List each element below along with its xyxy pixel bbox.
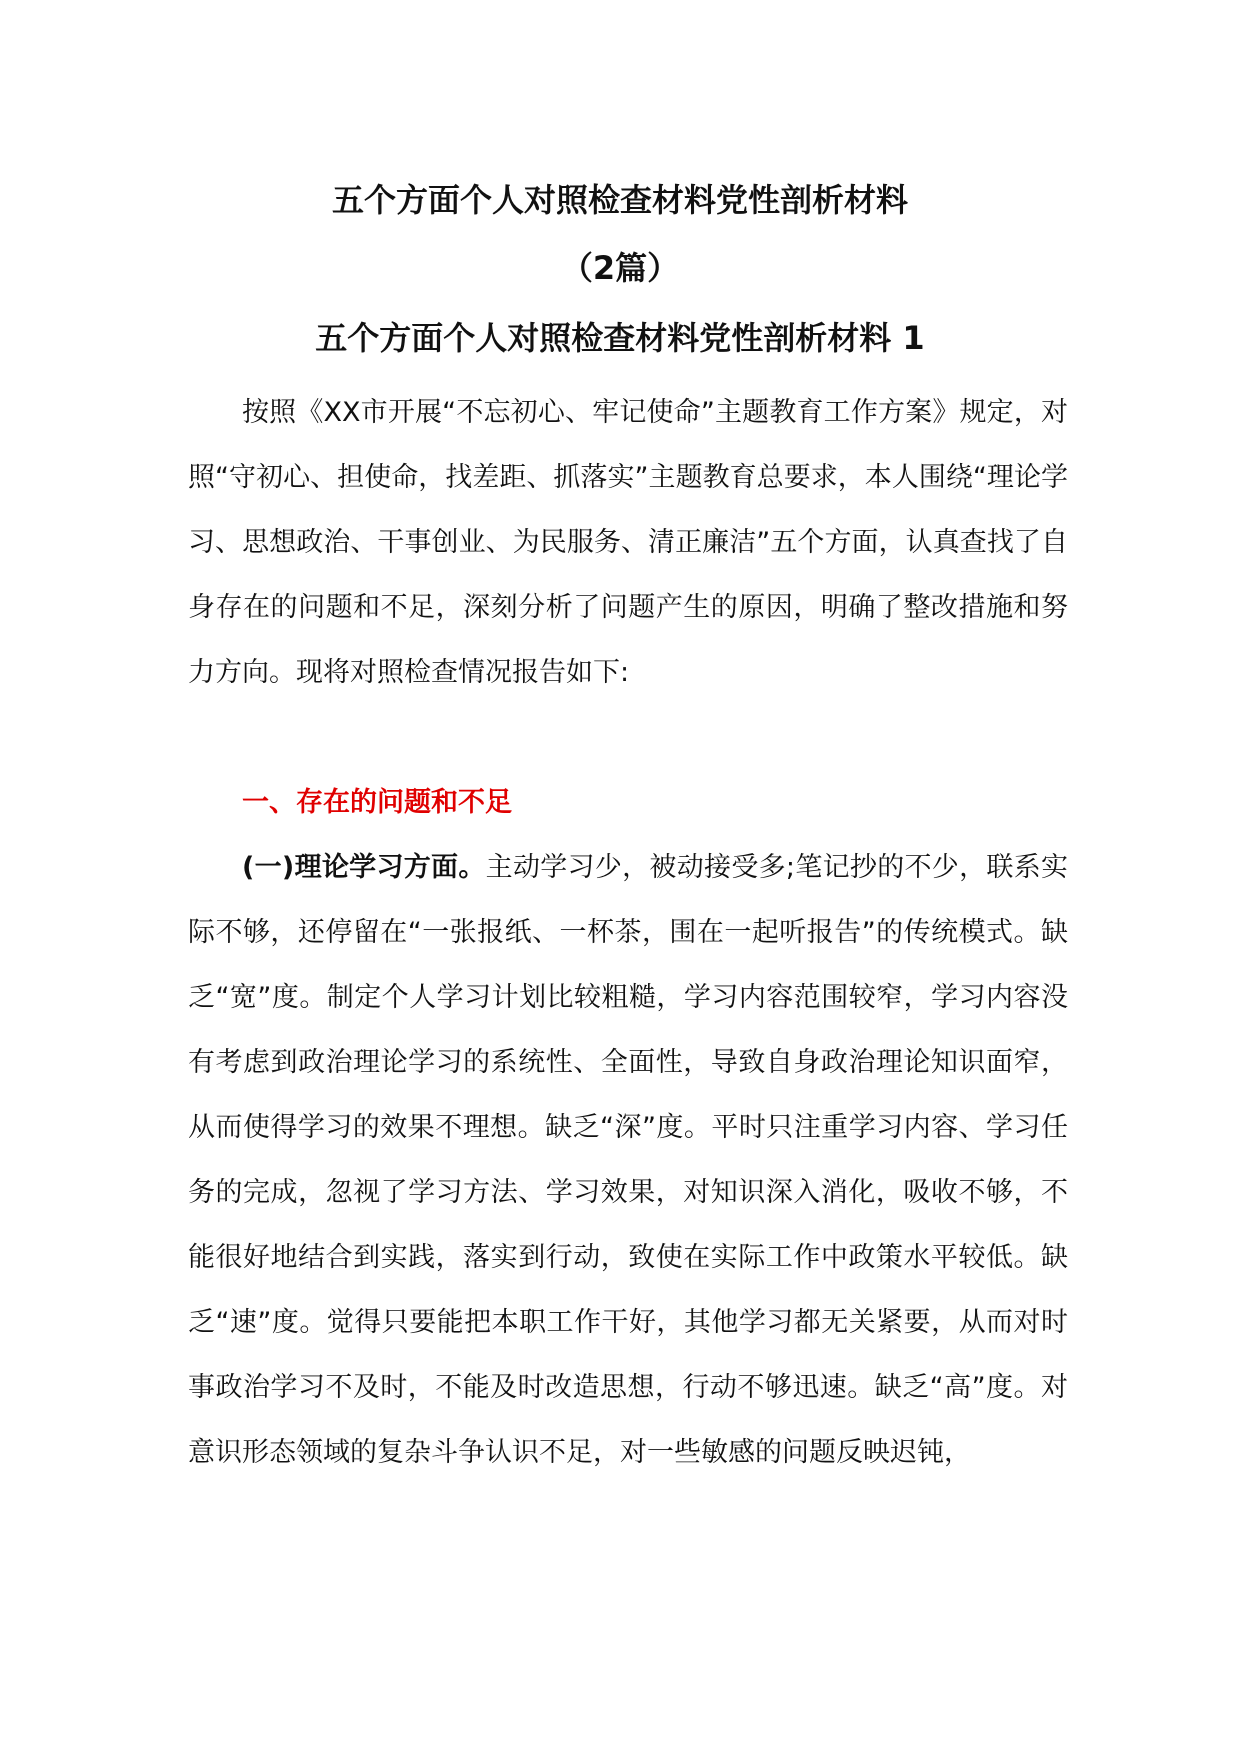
document-subtitle-count: （2篇） (560, 249, 680, 287)
intro-paragraph-block (188, 380, 1068, 705)
subsection-body: 主动学习少，被动接受多;笔记抄的不少，联系实际不够，还停留在“一张报纸、一杯茶，围在一起听报告”的传统模式。缺乏“宽”度。制定个人学习计划比较粗糙，学习内容范围较窄，学习内容没有考虑到政治理论学习的系统性、全面性，导致自身政治理论知识面窄，从而使得学习的效果不理想。缺乏“深”度。平时只注重学习内容、学习任务的完成，忽视了学习方法、学习效果，对知识深入消化，吸收不够，不能很好地结合到实践，落实到行动，致使在实际工作中政策水平较低。缺乏“速”度。觉得只要能把本职工作干好，其他学习都无关紧要，从而对时事政治学习不及时，不能及时改造思想，行动不够迅速。缺乏“高”度。对意识形态领域的复杂斗争认识不足，对一些敏感的问题反映迟钝， (188, 852, 1068, 1468)
intro-paragraph: 按照《XX市开展“不忘初心、牢记使命”主题教育工作方案》规定，对照“守初心、担使命，找差距、抓落实”主题教育总要求，本人围绕“理论学习、思想政治、干事创业、为民服务、清正廉洁”五个方面，认真查找了自身存在的问题和不足，深刻分析了问题产生的原因，明确了整改措施和努力方向。现将对照检查情况报告如下: (188, 397, 1068, 688)
subsection-lead: (一)理论学习方面。 (242, 852, 486, 883)
article-title: 五个方面个人对照检查材料党性剖析材料 1 (315, 319, 925, 357)
section-heading: 一、存在的问题和不足 (242, 787, 512, 818)
subsection-block (188, 835, 1068, 1485)
document-title: 五个方面个人对照检查材料党性剖析材料 (331, 181, 908, 219)
subsection-paragraph (188, 835, 1068, 1485)
